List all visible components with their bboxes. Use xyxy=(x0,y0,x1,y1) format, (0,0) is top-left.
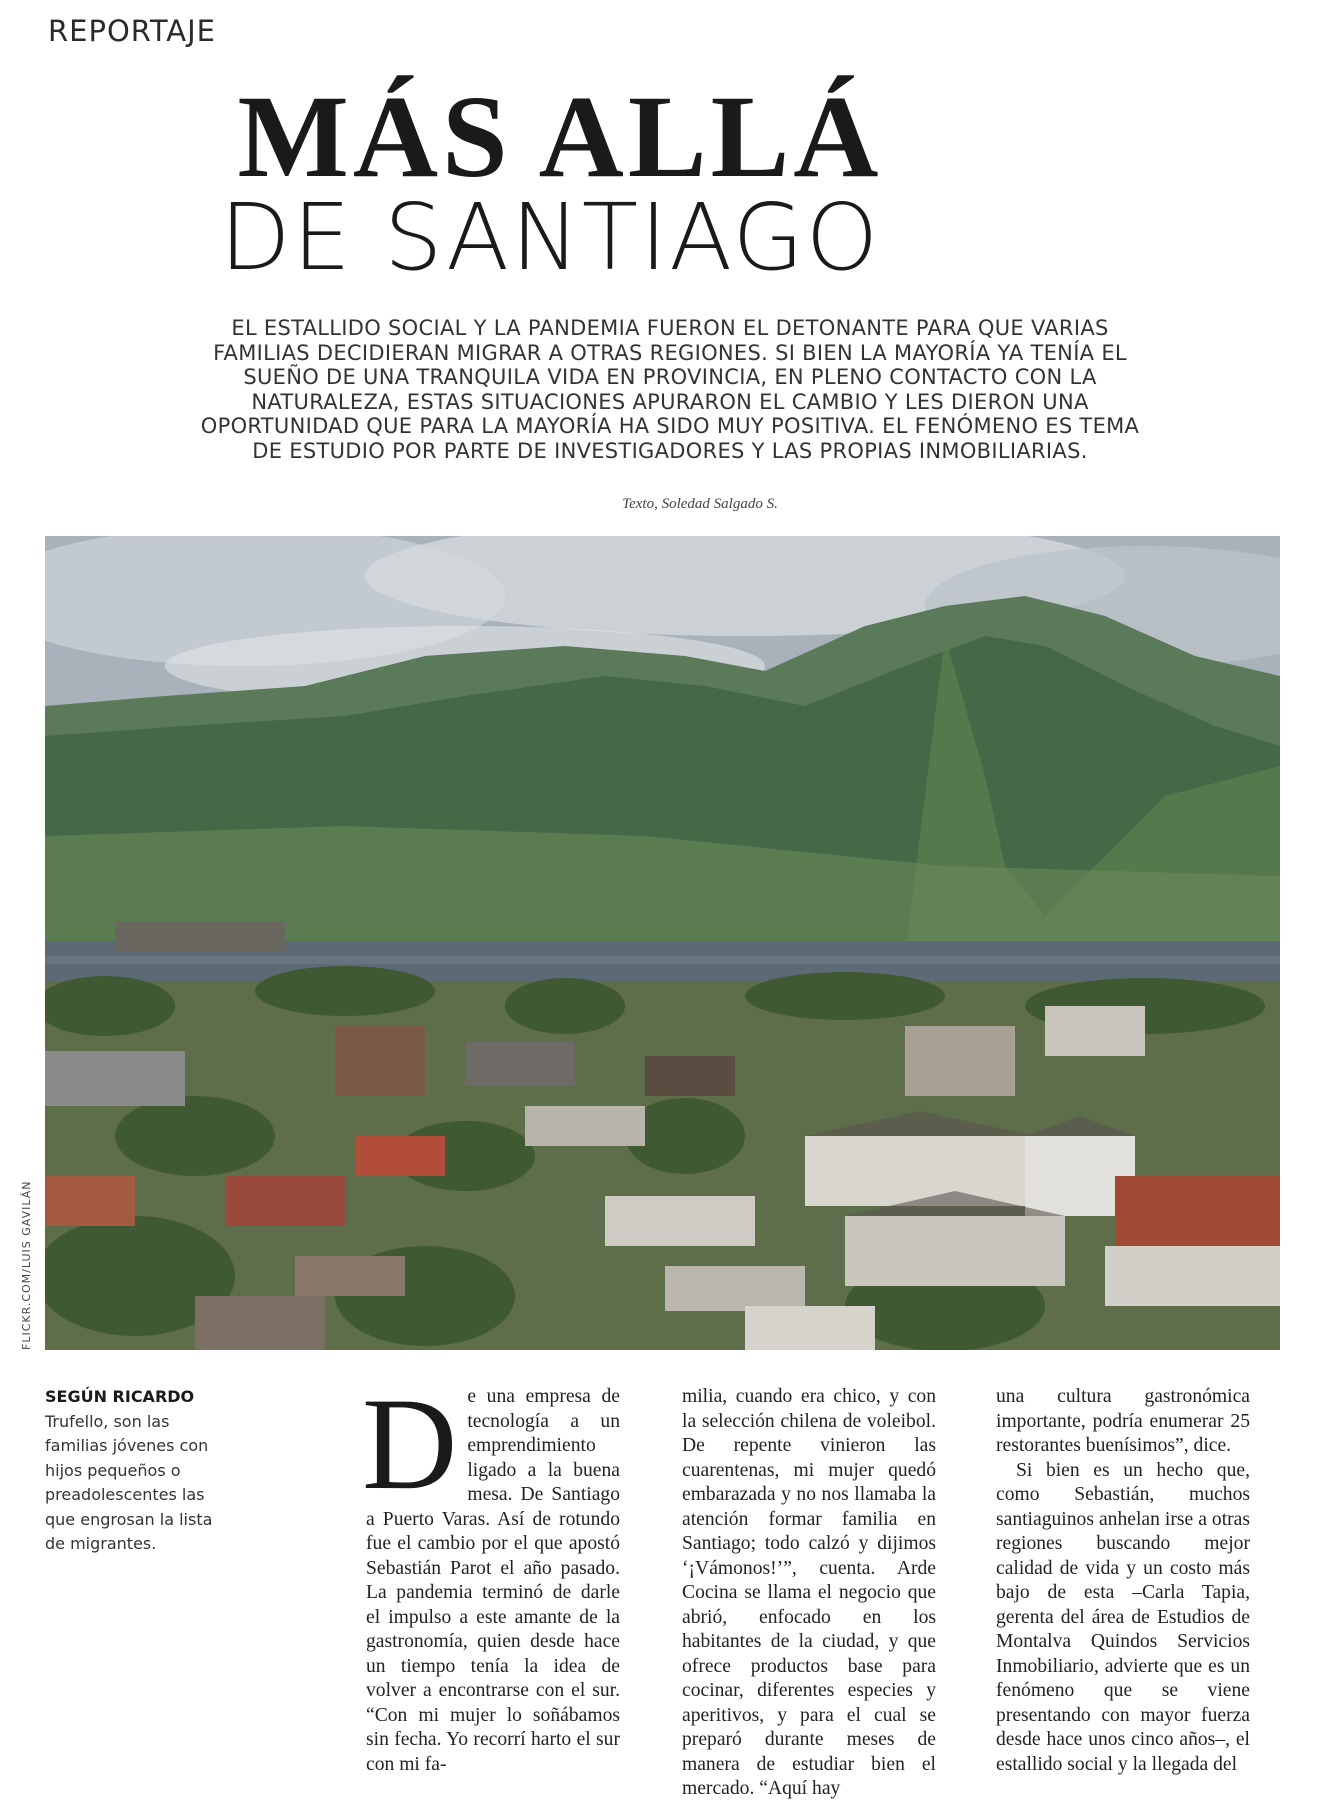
sidebar-note xyxy=(45,1385,230,1557)
article-col1-text: e una empresa de tecnología a un emprendimiento ligado a la buena mesa. De Santiago a Puerto Varas. Así de rotundo fue el cambio por el que apostó Sebastián Parot el año pasado. La pandemia terminó de darle el impulso a este amante de la gastronomía, quien desde hace un tiempo tenía la idea de volver a encontrarse con el sur. “Con mi mujer lo soñábamos sin fecha. Yo recorrí harto el sur con mi fa- xyxy=(366,1386,620,1775)
article-column-3 xyxy=(996,1385,1250,1777)
article-col2-text: milia, cuando era chico, y con la selección chilena de voleibol. De repente vinieron las cuarentenas, mi mujer quedó embarazada y no nos llamaba la atención formar familia en Santiago; todo calzó y dijimos ‘¡Vámonos!’”, cuenta. Arde Cocina se llama el negocio que abrió, enfocado en los habitantes de la ciudad, y que ofrece productos base para cocinar, diferentes especies y aperitivos, y para el cual se preparó durante meses de manera de estudiar bien el mercado. “Aquí hay xyxy=(682,1386,936,1799)
sidebar-text: Trufello, son las familias jóvenes con hijos pequeños o preadolescentes las que engrosan la lista de migrantes. xyxy=(45,1411,213,1553)
section-label: REPORTAJE xyxy=(48,14,217,48)
sidebar-heading: SEGÚN RICARDO xyxy=(45,1387,195,1406)
headline-line-1: MÁS ALLÁ xyxy=(237,71,883,202)
headline-line-2: DE SANTIAGO xyxy=(219,184,881,291)
town-lake-mountain-photo xyxy=(45,536,1280,1350)
article-column-2 xyxy=(682,1385,936,1802)
article-col3-paragraph-2: Si bien es un hecho que, como Sebastián, muchos santiaguinos anhelan irse a otras regiones buscando mejor calidad de vida y un costo más bajo de esta –Carla Tapia, gerenta del área de Estudios de Montalva Quindos Servicios Inmobiliario, advierte que es un fenómeno que se viene presentando con mayor fuerza desde hace unos cinco años–, el estallido social y la llegada del xyxy=(996,1459,1250,1775)
byline: Texto, Soledad Salgado S. xyxy=(622,496,778,512)
article-column-1 xyxy=(362,1370,620,1777)
photo-credit: FLICKR.COM/LUIS GAVILÁN xyxy=(20,1180,33,1350)
article-col3-paragraph-1: una cultura gastronómica importante, podría enumerar 25 restorantes buenísimos”, dice. xyxy=(996,1386,1250,1456)
deck-text: EL ESTALLIDO SOCIAL Y LA PANDEMIA FUERON EL DETONANTE PARA QUE VARIAS FAMILIAS DECIDIERAN MIGRAR A OTRAS REGIONES. SI BIEN LA MAYORÍA YA TENÍA EL SUEÑO DE UNA TRANQUILA VIDA EN PROVINCIA, EN PLENO CONTACTO CON LA NATURALEZA, ESTAS SITUACIONES APURARON EL CAMBIO Y LES DIERON UNA OPORTUNIDAD QUE PARA LA MAYORÍA HA SIDO MUY POSITIVA. EL FENÓMENO ES TEMA DE ESTUDIO POR PARTE DE INVESTIGADORES Y LAS PROPIAS INMOBILIARIAS. xyxy=(200,316,1140,463)
drop-cap: D xyxy=(362,1370,458,1517)
